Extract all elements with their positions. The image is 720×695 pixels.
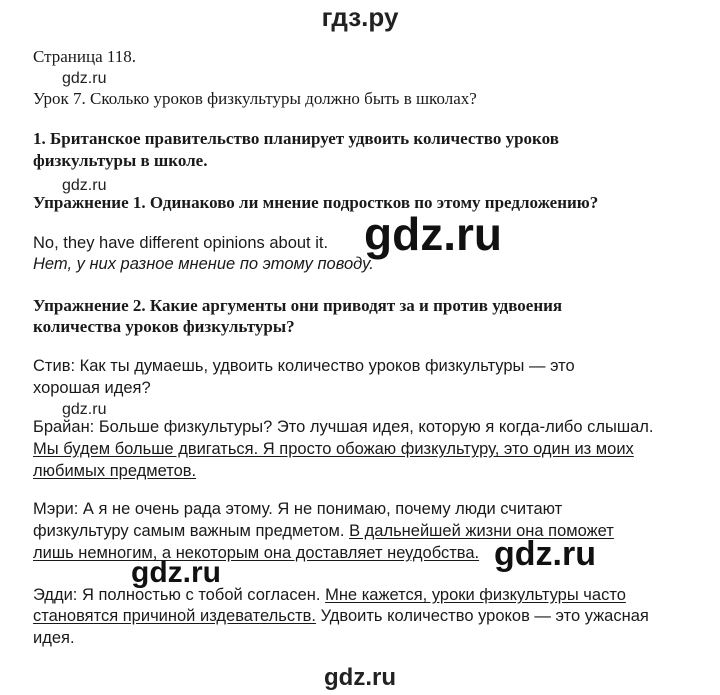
item1-line2: физкультуры в школе. (33, 151, 208, 170)
exercise1-answer-en: No, they have different opinions about it. (33, 234, 329, 252)
site-header-title: гдз.ру (321, 2, 399, 32)
mary-line2-underlined: В дальнейшей жизни она поможет (349, 522, 614, 540)
exercise2-title-line2: количества уроков физкультуры? (33, 317, 295, 336)
brian-line1: Брайан: Больше физкультуры? Это лучшая идея, которую я когда-либо слышал. (33, 418, 654, 436)
mary-line3: лишь немногим, а некоторым она доставляет неудобства. (33, 544, 480, 562)
watermark: gdz.ru (62, 401, 107, 418)
exercise1-title: Упражнение 1. Одинаково ли мнение подростков по этому предложению? (33, 193, 599, 212)
mary-line2-plain: физкультуру самым важным предметом. (33, 522, 350, 540)
page-number-label: Страница 118. (33, 47, 137, 66)
watermark: gdz.ru (62, 70, 107, 87)
lesson-title: Урок 7. Сколько уроков физкультуры должно быть в школах? (33, 89, 477, 108)
eddie-line2-underlined: становятся причиной издевательств. (33, 607, 316, 625)
watermark: gdz.ru (62, 177, 107, 194)
eddie-line1-plain: Эдди: Я полностью с тобой согласен. (33, 586, 326, 604)
brian-line2: Мы будем больше двигаться. Я просто обожаю физкультуру, это один из моих (33, 440, 634, 458)
item1-line1: 1. Британское правительство планирует удвоить количество уроков (33, 129, 559, 148)
steve-line2: хорошая идея? (33, 379, 151, 397)
eddie-line3: идея. (33, 629, 75, 647)
eddie-line1 (33, 584, 626, 606)
watermark-large: gdz.ru (494, 535, 596, 573)
footer-watermark: gdz.ru (324, 664, 396, 691)
brian-line3: любимых предметов. (33, 462, 197, 480)
mary-line1: Мэри: А я не очень рада этому. Я не понимаю, почему люди считают (33, 500, 563, 518)
watermark-large: gdz.ru (131, 556, 221, 589)
steve-line1: Стив: Как ты думаешь, удвоить количество уроков физкультуры — это (33, 357, 575, 375)
eddie-line2 (33, 605, 649, 627)
eddie-line1-underlined: Мне кажется, уроки физкультуры часто (325, 586, 626, 604)
exercise1-answer-ru: Нет, у них разное мнение по этому поводу. (33, 255, 374, 273)
eddie-line2-plain: Удвоить количество уроков — это ужасная (315, 607, 649, 625)
exercise2-title-line1: Упражнение 2. Какие аргументы они приводят за и против удвоения (33, 296, 563, 315)
watermark-large: gdz.ru (364, 208, 502, 260)
